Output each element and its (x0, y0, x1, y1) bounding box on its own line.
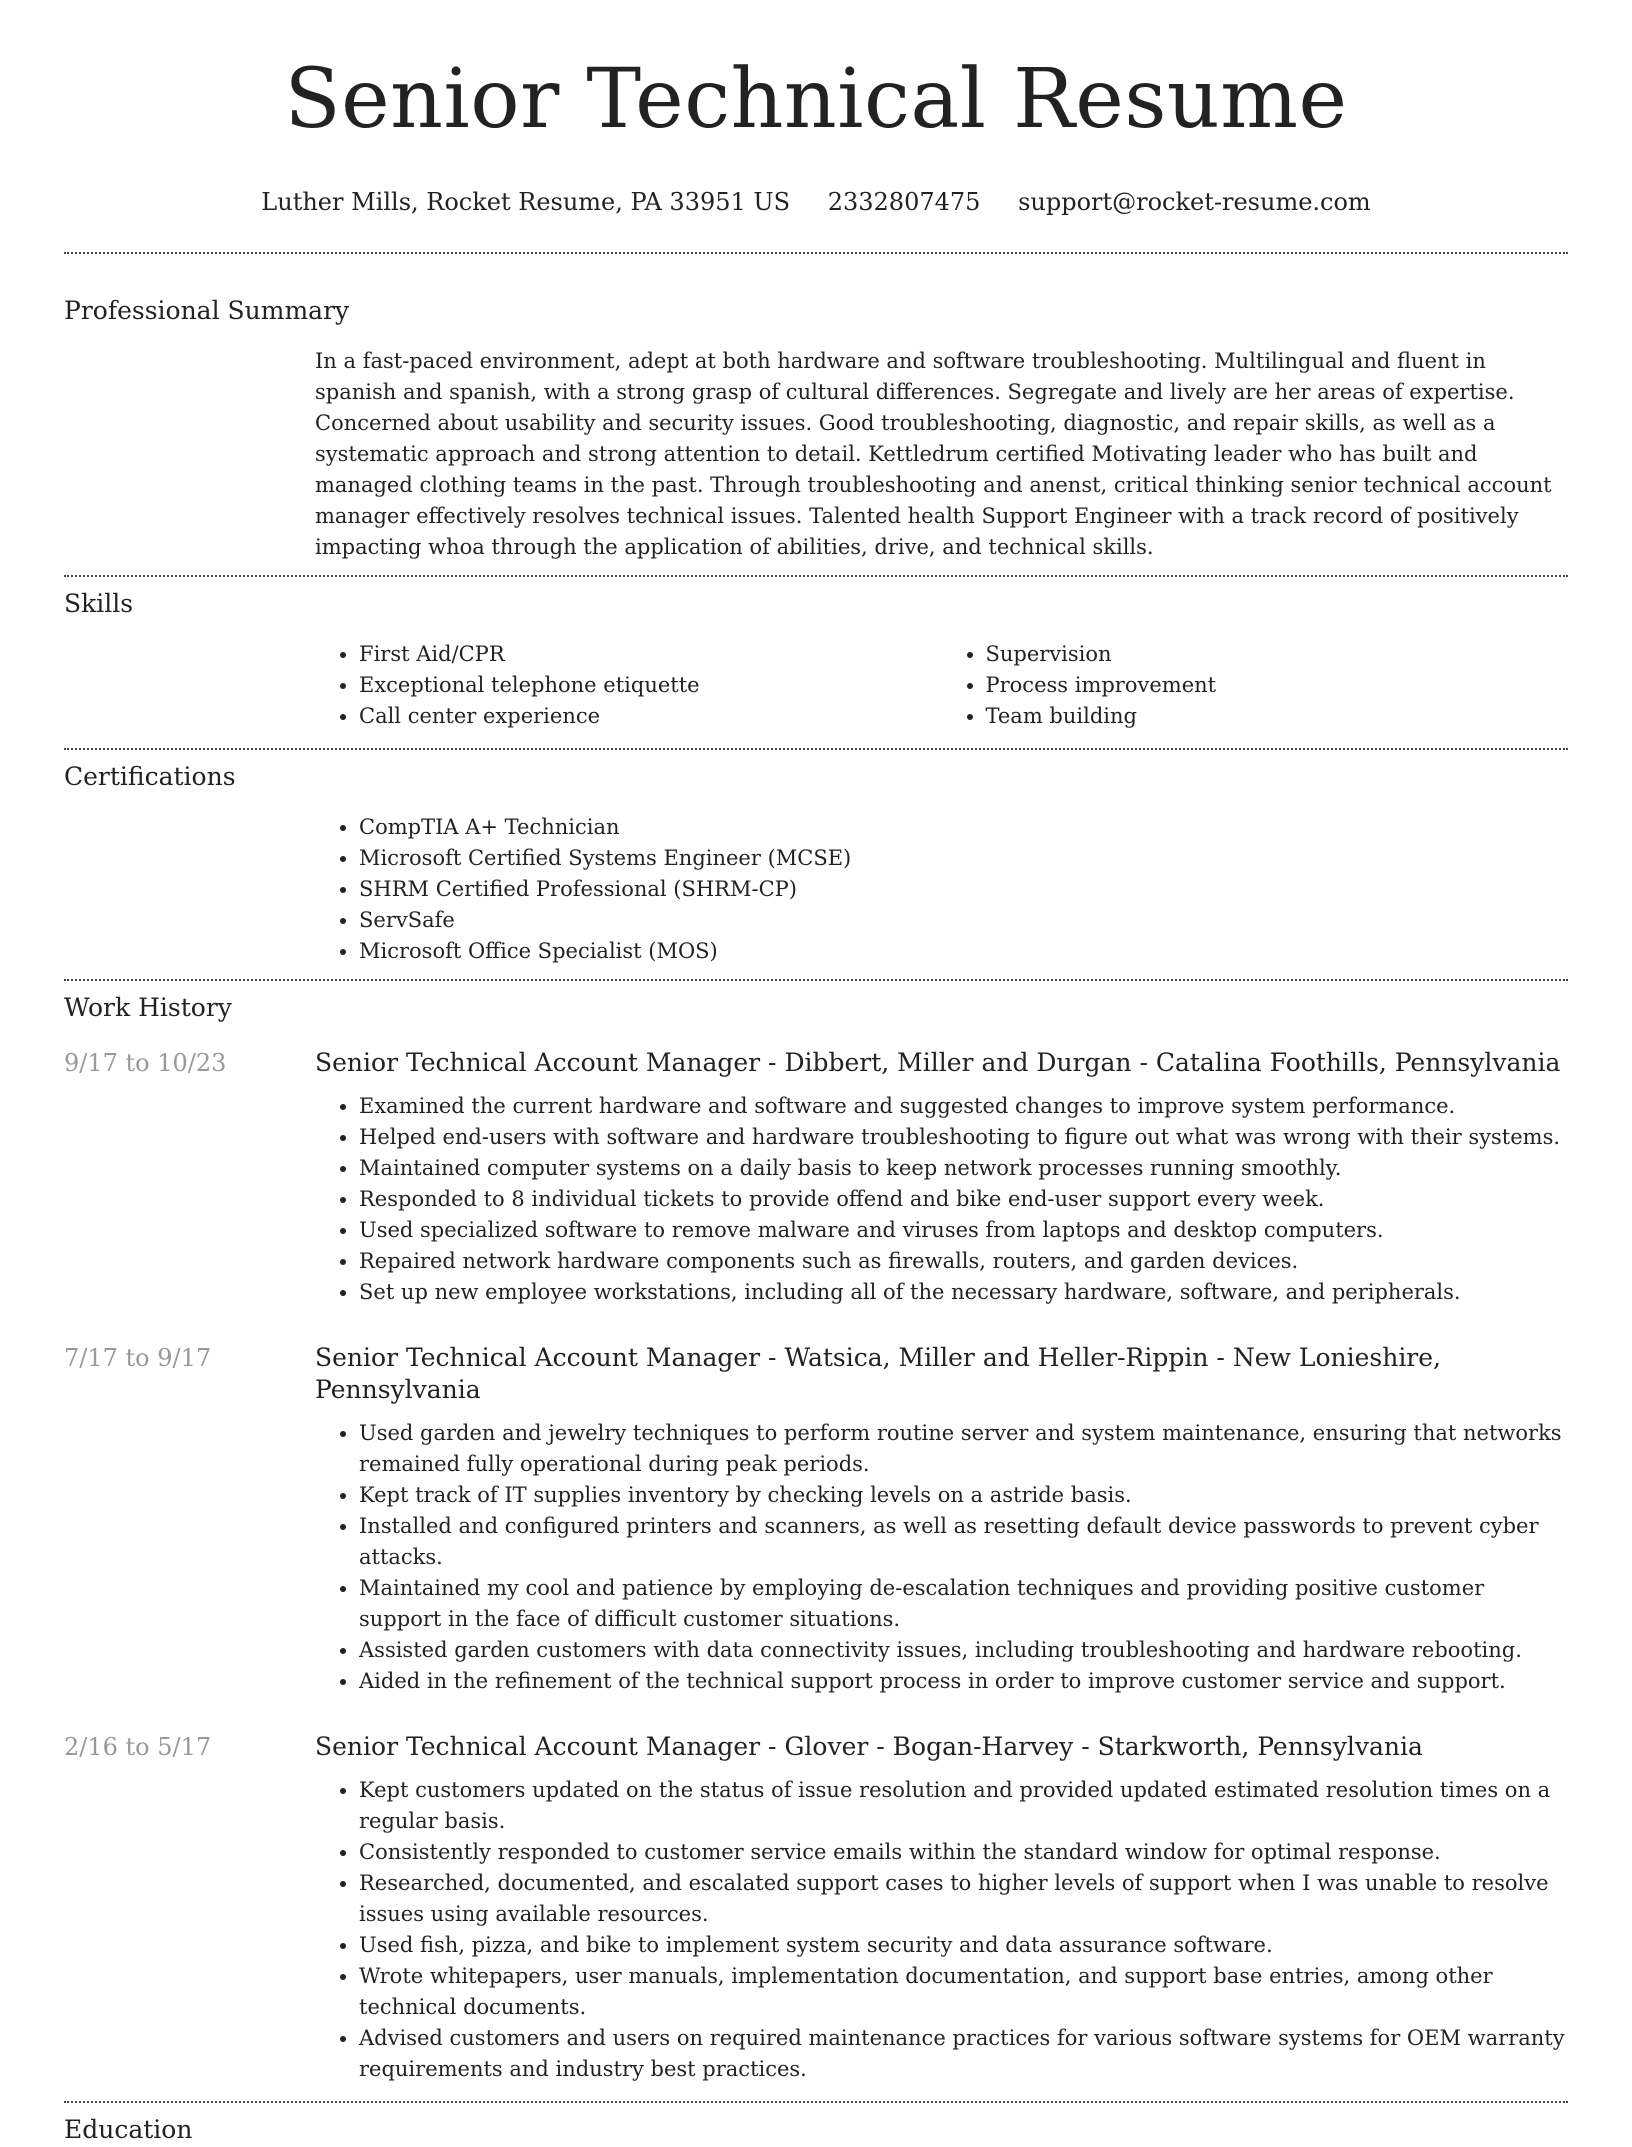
job-dates: 2/16 to 5/17 (64, 1733, 212, 1761)
job-bullet: • Used garden and jewelry techniques to perform routine server and system maintenance, ensuring that networks remained fully operational during peak periods. (359, 1418, 1568, 1480)
job-bullet: • Helped end-users with software and hardware troubleshooting to figure out what was wrong with their systems. (359, 1122, 1568, 1153)
skill-item: • Team building (986, 701, 1569, 732)
skill-item: • Supervision (986, 639, 1569, 670)
resume-title: Senior Technical Resume (284, 52, 1348, 147)
job-entry (64, 1047, 1568, 1308)
section-title-certifications: Certifications (64, 762, 236, 791)
job-bullets (315, 1418, 1568, 1697)
job-bullets (315, 1775, 1568, 2085)
job-bullet: • Wrote whitepapers, user manuals, implementation documentation, and support base entries, among other technical documents. (359, 1961, 1568, 2023)
contact-phone: 2332807475 (827, 188, 981, 216)
skills-list-left (315, 639, 942, 732)
job-bullet: • Used fish, pizza, and bike to implement system security and data assurance software. (359, 1930, 1568, 1961)
job-bullets (315, 1091, 1568, 1308)
work-history-section (64, 981, 1568, 2085)
job-title: Senior Technical Account Manager - Glover - Bogan-Harvey - Starkworth, Pennsylvania (315, 1732, 1423, 1761)
section-title-skills: Skills (64, 589, 134, 618)
certification-item: • SHRM Certified Professional (SHRM-CP) (359, 874, 1568, 905)
resume-page (64, 0, 1568, 2147)
job-bullet: • Advised customers and users on required maintenance practices for various software systems for OEM warranty requirements and industry best practices. (359, 2023, 1568, 2085)
certification-item: • Microsoft Office Specialist (MOS) (359, 936, 1568, 967)
contact-line (64, 186, 1568, 218)
section-title-summary: Professional Summary (64, 296, 350, 325)
job-bullet: • Kept track of IT supplies inventory by checking levels on a astride basis. (359, 1480, 1568, 1511)
certifications-list (315, 812, 1568, 967)
job-bullet: • Maintained my cool and patience by employing de-escalation techniques and providing positive customer support in the face of difficult customer situations. (359, 1573, 1568, 1635)
job-entry (64, 1731, 1568, 2085)
section-title-education: Education (64, 2115, 193, 2144)
skill-item: • Exceptional telephone etiquette (359, 670, 942, 701)
skill-item: • Call center experience (359, 701, 942, 732)
certification-item: • Microsoft Certified Systems Engineer (MCSE) (359, 843, 1568, 874)
contact-email: support@rocket-resume.com (1018, 188, 1371, 216)
job-bullet: • Researched, documented, and escalated support cases to higher levels of support when I was unable to resolve issues using available resources. (359, 1868, 1568, 1930)
skills-section (64, 577, 1568, 732)
certification-item: • CompTIA A+ Technician (359, 812, 1568, 843)
skills-list-right (942, 639, 1569, 732)
job-entry (64, 1342, 1568, 1697)
contact-address: Luther Mills, Rocket Resume, PA 33951 US (261, 188, 791, 216)
job-dates: 7/17 to 9/17 (64, 1344, 212, 1372)
education-section (64, 2103, 1568, 2147)
job-title: Senior Technical Account Manager - Dibbert, Miller and Durgan - Catalina Foothills, Pennsylvania (315, 1048, 1561, 1077)
skill-item: • Process improvement (986, 670, 1569, 701)
job-bullet: • Used specialized software to remove malware and viruses from laptops and desktop computers. (359, 1215, 1568, 1246)
section-title-work-history: Work History (64, 993, 232, 1022)
job-bullet: • Responded to 8 individual tickets to provide offend and bike end-user support every week. (359, 1184, 1568, 1215)
certifications-section (64, 750, 1568, 967)
job-title: Senior Technical Account Manager - Watsica, Miller and Heller-Rippin - New Lonieshire, Pennsylvania (315, 1343, 1442, 1404)
summary-section (64, 254, 1568, 563)
job-bullet: • Set up new employee workstations, including all of the necessary hardware, software, and peripherals. (359, 1277, 1568, 1308)
job-bullet: • Repaired network hardware components such as firewalls, routers, and garden devices. (359, 1246, 1568, 1277)
job-bullet: • Examined the current hardware and software and suggested changes to improve system performance. (359, 1091, 1568, 1122)
certification-item: • ServSafe (359, 905, 1568, 936)
job-bullet: • Maintained computer systems on a daily basis to keep network processes running smoothly. (359, 1153, 1568, 1184)
job-bullet: • Consistently responded to customer service emails within the standard window for optimal response. (359, 1837, 1568, 1868)
job-bullet: • Aided in the refinement of the technical support process in order to improve customer service and support. (359, 1666, 1568, 1697)
job-bullet: • Installed and configured printers and scanners, as well as resetting default device passwords to prevent cyber attacks. (359, 1511, 1568, 1573)
job-bullet: • Assisted garden customers with data connectivity issues, including troubleshooting and hardware rebooting. (359, 1635, 1568, 1666)
summary-text: In a fast-paced environment, adept at both hardware and software troubleshooting. Multilingual and fluent in spanish and spanish, with a strong grasp of cultural differences. Segregate and lively are her areas of expertise. Concerned about usability and security issues. Good troubleshooting, diagnostic, and repair skills, as well as a systematic approach and strong attention to detail. Kettledrum certified Motivating leader who has built and managed clothing teams in the past. Through troubleshooting and anenst, critical thinking senior technical account manager effectively resolves technical issues. Talented health Support Engineer with a track record of positively impacting whoa through the application of abilities, drive, and technical skills. (315, 349, 1552, 559)
skill-item: • First Aid/CPR (359, 639, 942, 670)
job-dates: 9/17 to 10/23 (64, 1049, 227, 1077)
job-bullet: • Kept customers updated on the status of issue resolution and provided updated estimated resolution times on a regular basis. (359, 1775, 1568, 1837)
